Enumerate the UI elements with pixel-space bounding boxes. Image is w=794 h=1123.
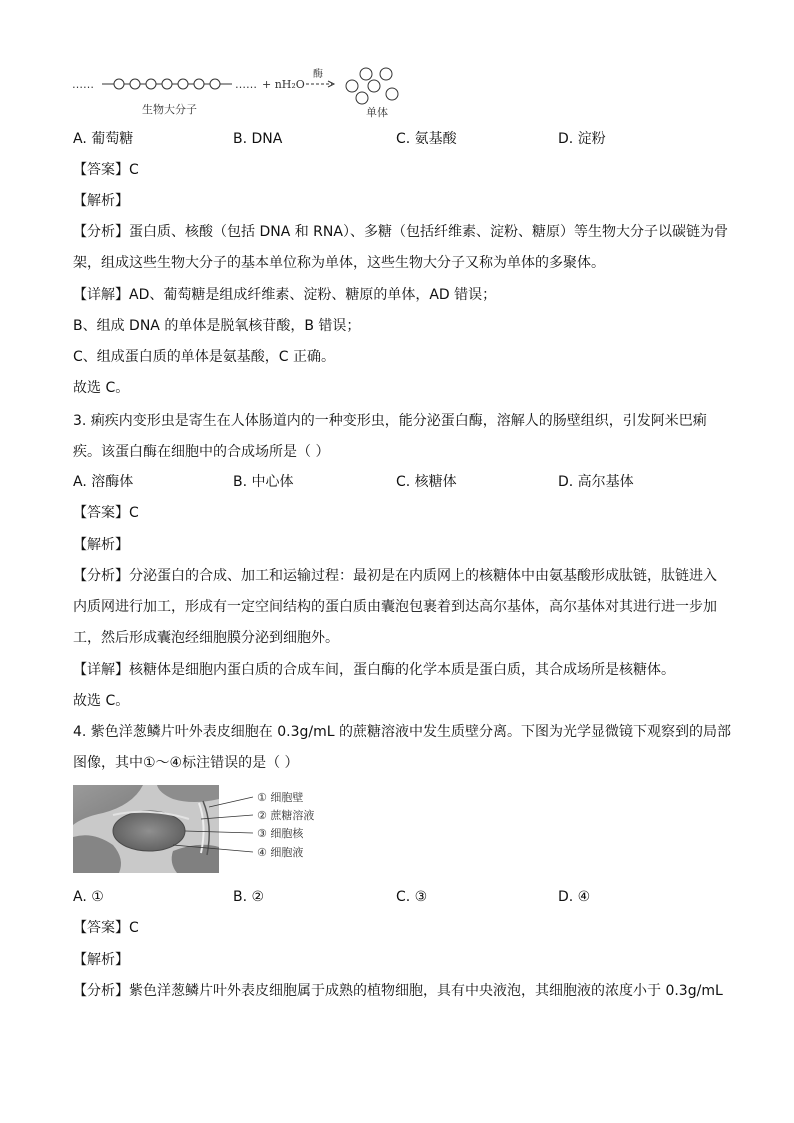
q3-detail: 【详解】核糖体是细胞内蛋白质的合成车间，蛋白酶的化学本质是蛋白质，其合成场所是核糖体。 [73, 662, 675, 678]
polymer-hydrolysis-diagram [70, 66, 410, 120]
q2-option-b: B. DNA [233, 131, 283, 147]
label-3: ③ 细胞核 [257, 827, 304, 840]
monomer-label: 单体 [366, 106, 388, 119]
q2-option-c: C. 氨基酸 [396, 131, 457, 147]
q2-conclusion: 故选 C。 [73, 380, 130, 396]
dots-left: …… [72, 78, 94, 91]
label-1: ① 细胞壁 [257, 791, 304, 804]
label-4: ④ 细胞液 [257, 846, 304, 859]
q4-answer: 【答案】C [73, 920, 139, 936]
q2-answer: 【答案】C [73, 162, 139, 178]
q4-option-d: D. ④ [558, 889, 591, 905]
q3-option-d: D. 高尔基体 [558, 474, 634, 490]
q4-option-a: A. ① [73, 889, 104, 905]
label-2: ② 蔗糖溶液 [257, 809, 315, 822]
q3-conclusion: 故选 C。 [73, 693, 130, 709]
q2-option-d: D. 淀粉 [558, 131, 606, 147]
q3-analysis-p3: 工，然后形成囊泡经细胞膜分泌到细胞外。 [73, 630, 339, 646]
q3-option-c: C. 核糖体 [396, 474, 457, 490]
q3-stem-line2: 疾。该蛋白酶在细胞中的合成场所是（ ） [73, 444, 330, 460]
dots-mid: …… [235, 78, 257, 91]
q3-option-a: A. 溶酶体 [73, 474, 134, 490]
q4-analysis-head: 【解析】 [73, 952, 129, 968]
q3-analysis-p1: 【分析】分泌蛋白的合成、加工和运输过程：最初是在内质网上的核糖体中由氨基酸形成肽链，肽链进入 [73, 568, 717, 584]
q2-analysis-p1: 【分析】蛋白质、核酸（包括 DNA 和 RNA）、多糖（包括纤维素、淀粉、糖原）等生物大分子以碳链为骨 [73, 224, 728, 240]
q3-answer: 【答案】C [73, 505, 139, 521]
q2-detail-p4: B、组成 DNA 的单体是脱氧核苷酸，B 错误； [73, 318, 361, 334]
q2-analysis-p2: 架，组成这些生物大分子的基本单位称为单体，这些生物大分子又称为单体的多聚体。 [73, 255, 605, 271]
enzyme-label: 酶 [313, 69, 323, 80]
q4-stem-line1: 4. 紫色洋葱鳞片叶外表皮细胞在 0.3g/mL 的蔗糖溶液中发生质壁分离。下图为光学显微镜下观察到的局部 [73, 724, 732, 740]
q4-option-c: C. ③ [396, 889, 428, 905]
q4-option-b: B. ② [233, 889, 265, 905]
q3-stem-line1: 3. 痢疾内变形虫是寄生在人体肠道内的一种变形虫，能分泌蛋白酶，溶解人的肠壁组织，引发阿米巴痢 [73, 413, 707, 429]
monomers [346, 68, 398, 104]
q3-analysis-p2: 内质网进行加工，形成有一定空间结构的蛋白质由囊泡包裹着到达高尔基体，高尔基体对其进行进一步加 [73, 599, 717, 615]
q3-analysis-head: 【解析】 [73, 537, 129, 553]
polymer-label: 生物大分子 [142, 103, 197, 116]
polymer-chain [114, 79, 232, 89]
q2-analysis-head: 【解析】 [73, 193, 129, 209]
q4-analysis-p1: 【分析】紫色洋葱鳞片叶外表皮细胞属于成熟的植物细胞，具有中央液泡，其细胞液的浓度小于 0.3g/mL [73, 983, 723, 999]
q2-detail-p5: C、组成蛋白质的单体是氨基酸，C 正确。 [73, 349, 335, 365]
q4-stem-line2: 图像，其中①～④标注错误的是（ ） [73, 755, 299, 771]
q2-detail-p3: 【详解】AD、葡萄糖是组成纤维素、淀粉、糖原的单体，AD 错误； [73, 287, 497, 303]
q2-option-a: A. 葡萄糖 [73, 131, 134, 147]
water-term: + nH₂O [262, 78, 305, 91]
q3-option-b: B. 中心体 [233, 474, 294, 490]
micrograph-figure [73, 785, 333, 873]
